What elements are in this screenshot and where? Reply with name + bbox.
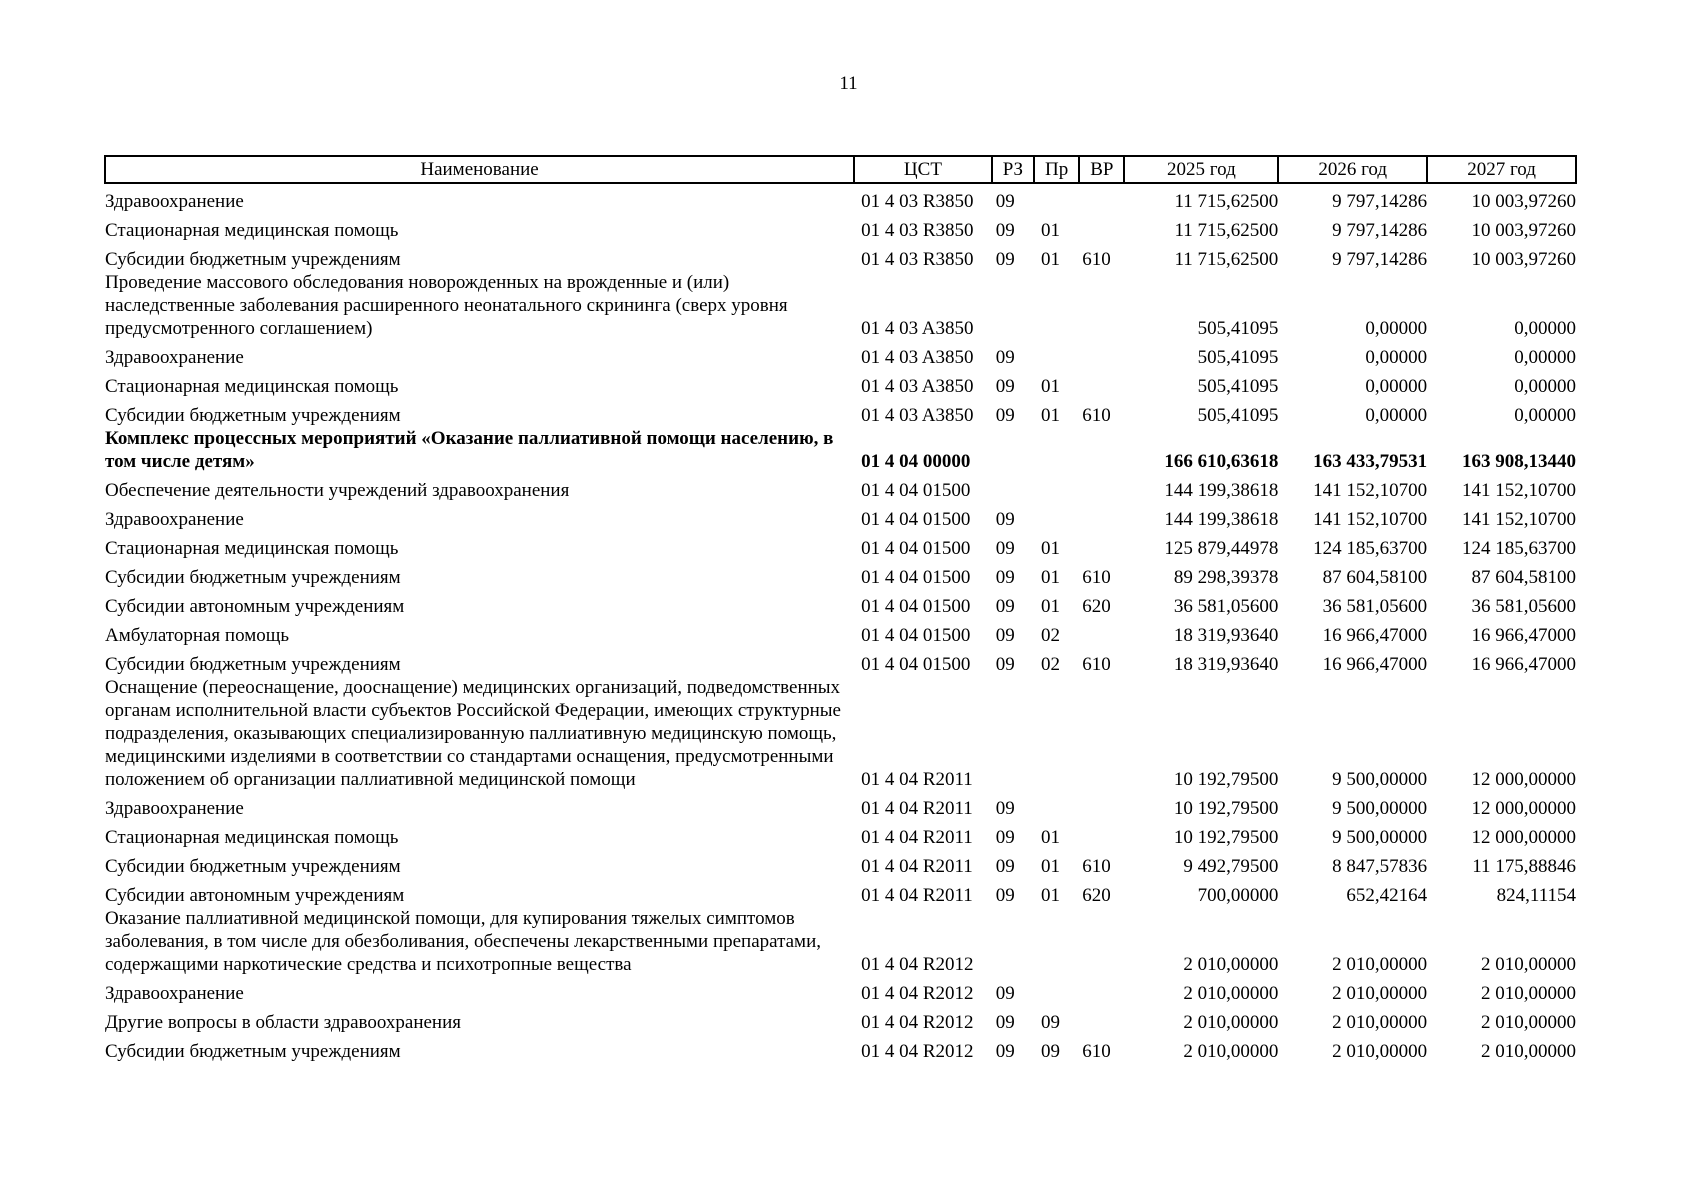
cell-rz: 09 xyxy=(995,827,1015,848)
cell-2027: 10 003,97260 xyxy=(1471,191,1576,212)
table-row xyxy=(105,531,1576,560)
cell-2026: 36 581,05600 xyxy=(1322,596,1428,617)
cell-name: Проведение массового обследования новорожденных на врожденные и (или) наследственные заболевания расширенного неонатального скрининга (сверх уровня предусмотренного соглашением) xyxy=(105,272,788,339)
cell-2027: 2 010,00000 xyxy=(1481,954,1576,975)
cell-rz: 09 xyxy=(995,249,1015,270)
cell-vr xyxy=(1079,183,1124,213)
cell-vr xyxy=(1079,618,1124,647)
cell-2027: 12 000,00000 xyxy=(1471,769,1576,790)
table-row xyxy=(105,213,1576,242)
header-name: Наименование xyxy=(105,156,854,183)
cell-vr xyxy=(1079,427,1124,473)
cell-pr xyxy=(1034,271,1079,340)
cell-pr xyxy=(1034,907,1079,976)
cell-name: Субсидии бюджетным учреждениям xyxy=(105,249,401,270)
cell-name: Амбулаторная помощь xyxy=(105,625,290,646)
cell-pr xyxy=(1034,676,1079,791)
cell-cst: 01 4 04 R2012 xyxy=(861,983,974,1004)
header-vr: ВР xyxy=(1079,156,1124,183)
cell-2025: 11 715,62500 xyxy=(1174,249,1279,270)
cell-rz: 09 xyxy=(995,509,1015,530)
cell-2026: 16 966,47000 xyxy=(1322,625,1428,646)
cell-name: Стационарная медицинская помощь xyxy=(105,827,399,848)
table-row xyxy=(105,618,1576,647)
table-row xyxy=(105,271,1576,340)
cell-2026: 2 010,00000 xyxy=(1332,1012,1428,1033)
cell-name: Здравоохранение xyxy=(105,347,244,368)
table-body xyxy=(105,183,1576,1063)
cell-2027: 10 003,97260 xyxy=(1471,220,1576,241)
cell-name: Обеспечение деятельности учреждений здравоохранения xyxy=(105,480,570,501)
cell-2025: 505,41095 xyxy=(1197,376,1279,397)
cell-cst: 01 4 04 R2012 xyxy=(861,954,974,975)
cell-2025: 18 319,93640 xyxy=(1173,654,1279,675)
cell-2027: 16 966,47000 xyxy=(1471,625,1576,646)
cell-vr: 610 xyxy=(1082,249,1111,270)
cell-vr xyxy=(1079,820,1124,849)
table-header xyxy=(105,156,1576,183)
cell-pr xyxy=(1034,976,1079,1005)
cell-rz: 09 xyxy=(995,856,1015,877)
cell-pr: 01 xyxy=(1041,538,1061,559)
cell-2025: 505,41095 xyxy=(1197,318,1279,339)
cell-2026: 9 797,14286 xyxy=(1332,220,1428,241)
cell-rz: 09 xyxy=(995,538,1015,559)
header-2027: 2027 год xyxy=(1427,156,1576,183)
cell-name: Стационарная медицинская помощь xyxy=(105,220,399,241)
cell-rz xyxy=(992,676,1034,791)
cell-2026: 0,00000 xyxy=(1365,405,1428,426)
cell-rz: 09 xyxy=(995,191,1015,212)
cell-2026: 16 966,47000 xyxy=(1322,654,1428,675)
cell-2027: 36 581,05600 xyxy=(1471,596,1576,617)
cell-2025: 36 581,05600 xyxy=(1173,596,1279,617)
cell-2026: 141 152,10700 xyxy=(1313,509,1428,530)
cell-vr xyxy=(1079,502,1124,531)
cell-2025: 144 199,38618 xyxy=(1164,509,1279,530)
cell-name: Здравоохранение xyxy=(105,798,244,819)
cell-2026: 9 797,14286 xyxy=(1332,191,1428,212)
cell-2026: 9 500,00000 xyxy=(1332,827,1428,848)
cell-rz: 09 xyxy=(995,1041,1015,1062)
page-number: 11 xyxy=(839,73,858,94)
cell-cst: 01 4 04 01500 xyxy=(861,567,971,588)
cell-2025: 11 715,62500 xyxy=(1174,220,1279,241)
cell-name: Субсидии автономным учреждениям xyxy=(105,885,405,906)
cell-2027: 16 966,47000 xyxy=(1471,654,1576,675)
cell-2026: 2 010,00000 xyxy=(1332,1041,1428,1062)
cell-rz xyxy=(992,271,1034,340)
cell-vr xyxy=(1079,473,1124,502)
cell-2027: 0,00000 xyxy=(1514,405,1576,426)
cell-vr xyxy=(1079,976,1124,1005)
cell-vr xyxy=(1079,791,1124,820)
cell-cst: 01 4 03 A3850 xyxy=(861,405,974,426)
cell-cst: 01 4 03 R3850 xyxy=(861,249,974,270)
cell-pr: 01 xyxy=(1041,827,1061,848)
header-2025: 2025 год xyxy=(1124,156,1278,183)
cell-cst: 01 4 04 R2011 xyxy=(861,856,973,877)
budget-table xyxy=(104,155,1577,1063)
cell-name: Оказание паллиативной медицинской помощи, для купирования тяжелых симптомов заболевания, в том числе для обезболивания, обеспечены лекарственными препаратами, содержащими наркотические средства и психотропные вещества xyxy=(105,908,821,975)
cell-name: Другие вопросы в области здравоохранения xyxy=(105,1012,462,1033)
cell-pr: 02 xyxy=(1041,625,1061,646)
table-row xyxy=(105,242,1576,271)
cell-2026: 2 010,00000 xyxy=(1332,954,1428,975)
cell-2025: 2 010,00000 xyxy=(1183,983,1279,1004)
cell-name: Оснащение (переоснащение, дооснащение) медицинских организаций, подведомственных органам исполнительной власти субъектов Российской Федерации, имеющих структурные подразделения, оказывающих специализированную паллиативную медицинскую помощь, медицинскими изделиями в соответствии со стандартами оснащения, предусмотренными положением об организации паллиативной медицинской помощи xyxy=(105,677,841,790)
cell-2026: 8 847,57836 xyxy=(1332,856,1428,877)
cell-2027: 824,11154 xyxy=(1496,885,1576,906)
table-row xyxy=(105,791,1576,820)
cell-pr xyxy=(1034,340,1079,369)
cell-name: Субсидии бюджетным учреждениям xyxy=(105,405,401,426)
table-row xyxy=(105,183,1576,213)
cell-2027: 2 010,00000 xyxy=(1481,1012,1576,1033)
cell-2027: 141 152,10700 xyxy=(1462,509,1576,530)
cell-2026: 2 010,00000 xyxy=(1332,983,1428,1004)
cell-2027: 12 000,00000 xyxy=(1471,798,1576,819)
cell-rz: 09 xyxy=(995,596,1015,617)
cell-2025: 10 192,79500 xyxy=(1173,769,1279,790)
cell-name: Субсидии бюджетным учреждениям xyxy=(105,1041,401,1062)
cell-cst: 01 4 03 R3850 xyxy=(861,220,974,241)
cell-2027: 10 003,97260 xyxy=(1471,249,1576,270)
table-row xyxy=(105,473,1576,502)
cell-cst: 01 4 04 00000 xyxy=(861,451,971,472)
cell-rz xyxy=(992,907,1034,976)
cell-2025: 89 298,39378 xyxy=(1173,567,1279,588)
cell-cst: 01 4 04 R2012 xyxy=(861,1012,974,1033)
cell-rz: 09 xyxy=(995,798,1015,819)
cell-cst: 01 4 03 R3850 xyxy=(861,191,974,212)
table-row xyxy=(105,1034,1576,1063)
cell-cst: 01 4 04 01500 xyxy=(861,480,971,501)
cell-rz: 09 xyxy=(995,983,1015,1004)
cell-pr xyxy=(1034,502,1079,531)
cell-pr xyxy=(1034,473,1079,502)
cell-pr xyxy=(1034,427,1079,473)
cell-name: Стационарная медицинская помощь xyxy=(105,376,399,397)
cell-pr: 01 xyxy=(1041,249,1061,270)
cell-vr: 610 xyxy=(1082,567,1111,588)
table-row xyxy=(105,589,1576,618)
cell-2026: 652,42164 xyxy=(1346,885,1428,906)
cell-2027: 0,00000 xyxy=(1514,347,1576,368)
cell-name: Субсидии бюджетным учреждениям xyxy=(105,567,401,588)
cell-vr: 620 xyxy=(1082,885,1111,906)
cell-pr xyxy=(1034,183,1079,213)
cell-2025: 10 192,79500 xyxy=(1173,798,1279,819)
table-row xyxy=(105,427,1576,473)
cell-2026: 9 500,00000 xyxy=(1332,798,1428,819)
table-row xyxy=(105,849,1576,878)
cell-pr: 02 xyxy=(1041,654,1061,675)
cell-cst: 01 4 04 R2011 xyxy=(861,885,973,906)
cell-2026: 9 797,14286 xyxy=(1332,249,1428,270)
cell-vr: 620 xyxy=(1082,596,1111,617)
cell-vr: 610 xyxy=(1082,654,1111,675)
header-rz: РЗ xyxy=(992,156,1034,183)
cell-vr xyxy=(1079,271,1124,340)
cell-cst: 01 4 04 01500 xyxy=(861,509,971,530)
cell-rz: 09 xyxy=(995,376,1015,397)
cell-rz: 09 xyxy=(995,567,1015,588)
cell-2027: 87 604,58100 xyxy=(1471,567,1576,588)
cell-2027: 2 010,00000 xyxy=(1481,1041,1576,1062)
cell-2025: 505,41095 xyxy=(1197,347,1279,368)
header-2026: 2026 год xyxy=(1278,156,1427,183)
cell-2025: 11 715,62500 xyxy=(1174,191,1279,212)
cell-cst: 01 4 04 01500 xyxy=(861,654,971,675)
cell-vr xyxy=(1079,340,1124,369)
cell-cst: 01 4 03 A3850 xyxy=(861,347,974,368)
cell-2025: 144 199,38618 xyxy=(1164,480,1279,501)
cell-2025: 2 010,00000 xyxy=(1183,1041,1279,1062)
cell-vr: 610 xyxy=(1082,405,1111,426)
cell-vr xyxy=(1079,676,1124,791)
cell-2025: 18 319,93640 xyxy=(1173,625,1279,646)
cell-pr: 01 xyxy=(1041,567,1061,588)
cell-name: Здравоохранение xyxy=(105,191,244,212)
table-row xyxy=(105,369,1576,398)
cell-vr xyxy=(1079,907,1124,976)
cell-rz xyxy=(992,427,1034,473)
cell-cst: 01 4 04 01500 xyxy=(861,625,971,646)
cell-name: Субсидии автономным учреждениям xyxy=(105,596,405,617)
cell-vr xyxy=(1079,369,1124,398)
cell-rz: 09 xyxy=(995,885,1015,906)
cell-2027: 124 185,63700 xyxy=(1462,538,1576,559)
cell-rz: 09 xyxy=(995,405,1015,426)
table-row xyxy=(105,1005,1576,1034)
cell-2026: 87 604,58100 xyxy=(1322,567,1428,588)
table-row xyxy=(105,676,1576,791)
cell-vr xyxy=(1079,213,1124,242)
cell-rz: 09 xyxy=(995,625,1015,646)
cell-cst: 01 4 04 R2011 xyxy=(861,798,973,819)
cell-2025: 166 610,63618 xyxy=(1164,451,1279,472)
header-cst: ЦСТ xyxy=(854,156,992,183)
cell-cst: 01 4 04 01500 xyxy=(861,596,971,617)
cell-2026: 141 152,10700 xyxy=(1313,480,1428,501)
cell-vr xyxy=(1079,531,1124,560)
cell-2027: 0,00000 xyxy=(1514,376,1576,397)
cell-cst: 01 4 03 A3850 xyxy=(861,376,974,397)
cell-rz: 09 xyxy=(995,220,1015,241)
cell-name: Здравоохранение xyxy=(105,509,244,530)
cell-rz: 09 xyxy=(995,1012,1015,1033)
cell-cst: 01 4 04 01500 xyxy=(861,538,971,559)
cell-cst: 01 4 04 R2012 xyxy=(861,1041,974,1062)
cell-pr: 01 xyxy=(1041,596,1061,617)
cell-rz: 09 xyxy=(995,347,1015,368)
cell-2027: 2 010,00000 xyxy=(1481,983,1576,1004)
table-row xyxy=(105,820,1576,849)
cell-2027: 12 000,00000 xyxy=(1471,827,1576,848)
cell-vr xyxy=(1079,1005,1124,1034)
cell-name: Субсидии бюджетным учреждениям xyxy=(105,856,401,877)
cell-cst: 01 4 04 R2011 xyxy=(861,769,973,790)
cell-2027: 141 152,10700 xyxy=(1462,480,1576,501)
cell-cst: 01 4 03 A3850 xyxy=(861,318,974,339)
table-row xyxy=(105,398,1576,427)
cell-2027: 11 175,88846 xyxy=(1472,856,1576,877)
cell-pr: 09 xyxy=(1041,1012,1061,1033)
cell-2026: 0,00000 xyxy=(1365,347,1428,368)
cell-name: Субсидии бюджетным учреждениям xyxy=(105,654,401,675)
cell-pr: 09 xyxy=(1041,1041,1061,1062)
cell-pr: 01 xyxy=(1041,405,1061,426)
cell-2026: 0,00000 xyxy=(1365,318,1428,339)
cell-vr: 610 xyxy=(1082,856,1111,877)
cell-2026: 0,00000 xyxy=(1365,376,1428,397)
cell-name: Здравоохранение xyxy=(105,983,244,1004)
cell-cst: 01 4 04 R2011 xyxy=(861,827,973,848)
cell-pr: 01 xyxy=(1041,885,1061,906)
cell-rz: 09 xyxy=(995,654,1015,675)
table-row xyxy=(105,907,1576,976)
cell-2026: 124 185,63700 xyxy=(1313,538,1428,559)
cell-2027: 163 908,13440 xyxy=(1462,451,1576,472)
cell-2025: 2 010,00000 xyxy=(1183,1012,1279,1033)
cell-pr: 01 xyxy=(1041,220,1061,241)
cell-pr: 01 xyxy=(1041,856,1061,877)
table-row xyxy=(105,647,1576,676)
table-row xyxy=(105,560,1576,589)
table-row xyxy=(105,878,1576,907)
cell-2025: 10 192,79500 xyxy=(1173,827,1279,848)
cell-pr xyxy=(1034,791,1079,820)
cell-rz xyxy=(992,473,1034,502)
cell-2025: 505,41095 xyxy=(1197,405,1279,426)
cell-2025: 2 010,00000 xyxy=(1183,954,1279,975)
cell-name: Комплекс процессных мероприятий «Оказание паллиативной помощи населению, в том числе детям» xyxy=(105,428,834,472)
cell-2026: 9 500,00000 xyxy=(1332,769,1428,790)
cell-name: Стационарная медицинская помощь xyxy=(105,538,399,559)
table-row xyxy=(105,502,1576,531)
cell-2025: 125 879,44978 xyxy=(1164,538,1279,559)
cell-2025: 700,00000 xyxy=(1197,885,1279,906)
cell-pr: 01 xyxy=(1041,376,1061,397)
table-row xyxy=(105,976,1576,1005)
cell-2027: 0,00000 xyxy=(1514,318,1576,339)
header-pr: Пр xyxy=(1034,156,1079,183)
table-row xyxy=(105,340,1576,369)
cell-2025: 9 492,79500 xyxy=(1183,856,1279,877)
cell-vr: 610 xyxy=(1082,1041,1111,1062)
cell-2026: 163 433,79531 xyxy=(1313,451,1428,472)
